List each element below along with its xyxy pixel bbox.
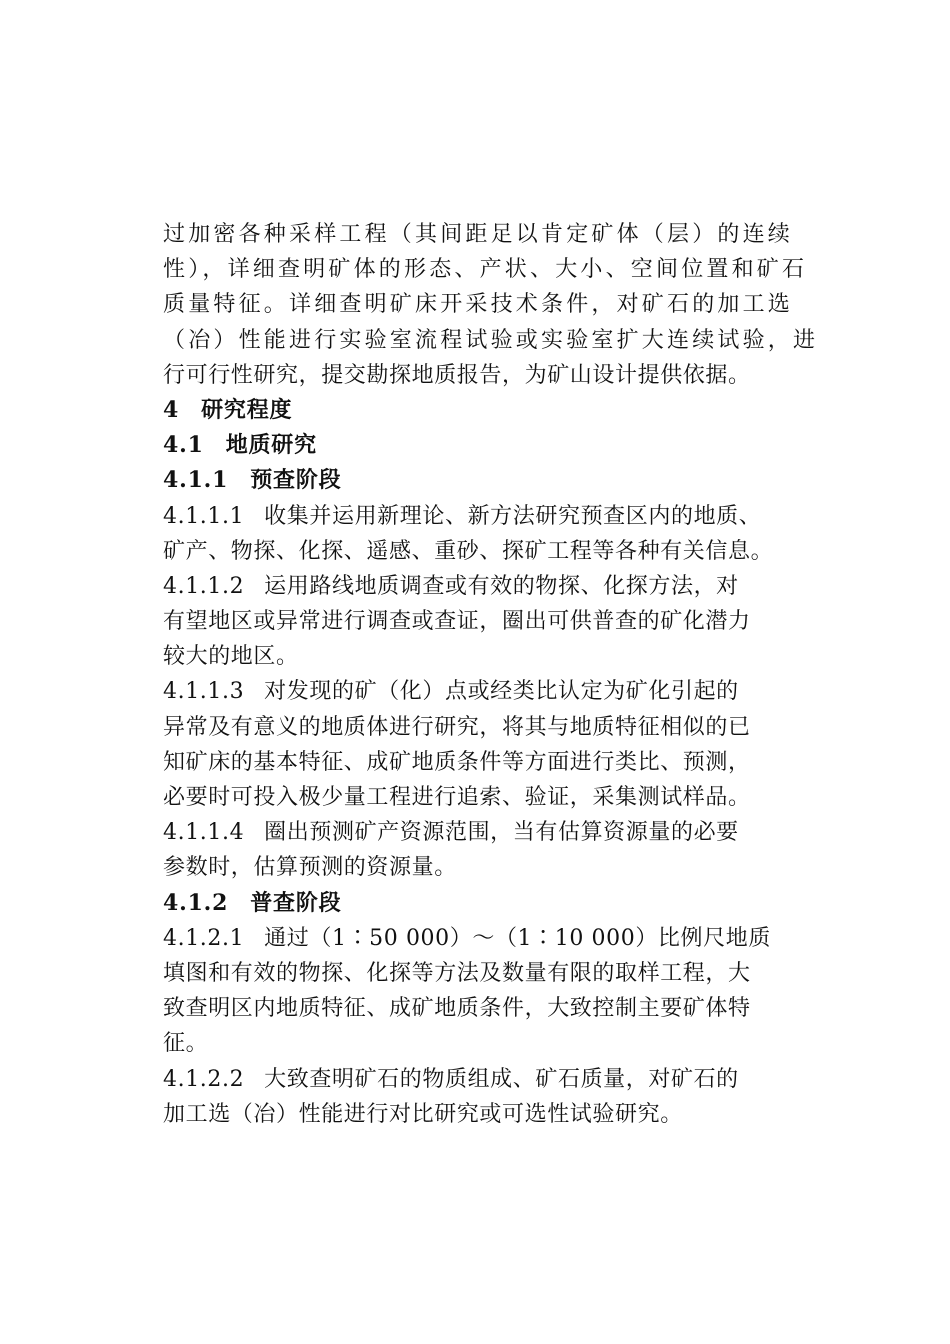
item-4-1-2-1-line-3: 致查明区内地质特征、成矿地质条件，大致控制主要矿体特 (163, 996, 751, 1022)
section-4-1-2-heading (163, 886, 793, 921)
item-4-1-1-2-line-3: 较大的地区。 (163, 644, 299, 670)
item-4-1-2-1-line-4: 征。 (163, 1031, 209, 1057)
item-4-1-1-4-line-2: 参数时，估算预测的资源量。 (163, 855, 457, 881)
item-text: 通过（1∶50 000）～（1∶10 000）比例尺地质 (264, 925, 771, 951)
item-4-1-1-2-line-2: 有望地区或异常进行调查或查证，圈出可供普查的矿化潜力 (163, 609, 751, 635)
item-number: 4.1.2.2 (163, 1066, 245, 1092)
section-number: 4.1.2 (163, 889, 229, 916)
item-4-1-1-1-line-1 (163, 499, 793, 534)
item-4-1-1-3-line-4: 必要时可投入极少量工程进行追索、验证，采集测试样品。 (163, 785, 751, 810)
item-4-1-1-4-line-1 (163, 815, 793, 850)
section-number: 4.1.1 (163, 467, 229, 494)
item-number: 4.1.1.3 (163, 679, 245, 705)
section-4-heading (163, 393, 793, 428)
intro-line-3: 质量特征。详细查明矿床开采技术条件，对矿石的加工选 (163, 292, 794, 318)
item-4-1-1-3-line-2: 异常及有意义的地质体进行研究，将其与地质特征相似的已 (163, 714, 751, 740)
section-4-1-heading (163, 428, 793, 463)
section-title: 普查阶段 (250, 889, 342, 916)
item-text: 运用路线地质调查或有效的物探、化探方法，对 (264, 573, 739, 599)
section-number: 4 (163, 396, 180, 423)
intro-line-1: 过加密各种采样工程（其间距足以肯定矿体（层）的连续 (163, 222, 794, 247)
section-number: 4.1 (163, 432, 204, 459)
item-4-1-2-1-line-1 (163, 921, 793, 956)
section-4-1-1-heading (163, 463, 793, 498)
item-4-1-1-3-line-1 (163, 674, 793, 709)
item-text: 收集并运用新理论、新方法研究预查区内的地质、 (264, 503, 762, 529)
item-text: 对发现的矿（化）点或经类比认定为矿化引起的 (264, 679, 739, 705)
item-number: 4.1.1.4 (163, 820, 245, 846)
item-number: 4.1.1.2 (163, 573, 245, 599)
document-body (163, 217, 819, 1132)
item-4-1-2-1-line-2: 填图和有效的物探、化探等方法及数量有限的取样工程，大 (163, 960, 751, 986)
item-text: 大致查明矿石的物质组成、矿石质量，对矿石的 (264, 1066, 739, 1092)
section-title: 预查阶段 (250, 467, 342, 494)
section-title: 地质研究 (225, 432, 317, 459)
item-4-1-2-2-line-1 (163, 1062, 793, 1097)
intro-line-2: 性），详细查明矿体的形态、产状、大小、空间位置和矿石 (163, 257, 808, 283)
intro-line-4: （冶）性能进行实验室流程试验或实验室扩大连续试验，进 (163, 327, 819, 353)
item-4-1-1-3-line-3: 知矿床的基本特征、成矿地质条件等方面进行类比、预测， (163, 749, 751, 775)
section-title: 研究程度 (201, 396, 293, 423)
intro-line-5: 行可行性研究，提交勘探地质报告，为矿山设计提供依据。 (163, 362, 751, 388)
item-4-1-2-2-line-2: 加工选（冶）性能进行对比研究或可选性试验研究。 (163, 1101, 683, 1127)
item-number: 4.1.2.1 (163, 925, 245, 951)
item-text: 圈出预测矿产资源范围，当有估算资源量的必要 (264, 820, 739, 846)
item-4-1-1-2-line-1 (163, 569, 793, 604)
item-4-1-1-1-line-2: 矿产、物探、化探、遥感、重砂、探矿工程等各种有关信息。 (163, 538, 774, 564)
item-number: 4.1.1.1 (163, 503, 245, 529)
